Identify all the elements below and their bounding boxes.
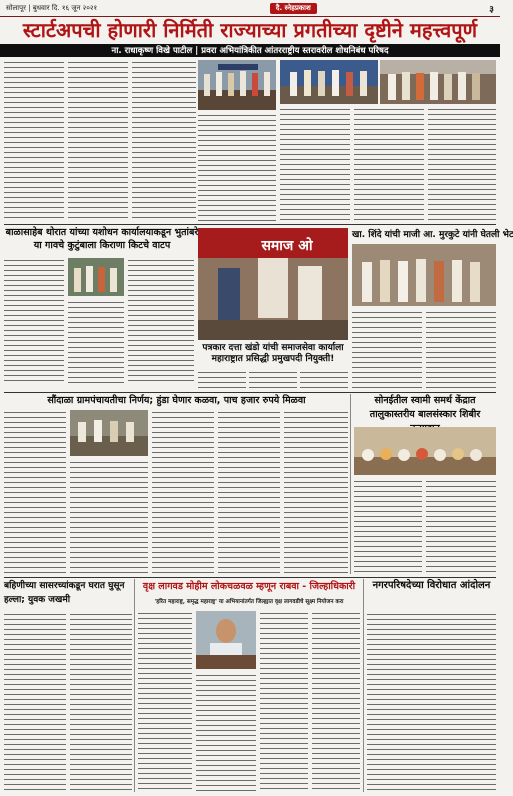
- gram-col-2: [70, 460, 148, 574]
- conference-group-image: [280, 60, 378, 104]
- tree-photo: [196, 611, 256, 669]
- centre-col-1: [198, 370, 246, 390]
- children-camp-image: [354, 427, 496, 475]
- sonai-photo: [354, 427, 496, 475]
- sonai-headline: सोनईतील स्वामी समर्थ केंद्रात तालुकास्तरीय बालसंस्कार शिबीर: [369, 395, 481, 420]
- sonai-col-2: [426, 479, 496, 574]
- kit-distribution-image: [68, 258, 124, 296]
- masthead-logo: दै. स्नेहप्रकाश: [270, 3, 317, 14]
- gram-col-4: [218, 410, 280, 574]
- gram-col-5: [284, 410, 348, 574]
- lead-photo-3: [380, 60, 496, 104]
- nagar-headline: नगरपरिषदेच्या विरोधात आंदोलन: [372, 580, 491, 591]
- sonai-col-1: [354, 479, 422, 574]
- date-line: सोलापूर | बुधवार दि. १६ जून २०२१: [6, 3, 98, 12]
- lead-subheadline: ना. राधाकृष्ण विखे पाटील | प्रवरा अभियांत्रिकीत आंतरराष्ट्रीय स्तरावरील शोधनिबंध परिषद: [0, 44, 500, 57]
- lead-col-4: [198, 113, 276, 222]
- award-group-image: [380, 60, 496, 104]
- tree-subhead: 'हरित महाराष्ट्र, समृद्ध महाराष्ट्र' या अभियानांतर्गत जिल्ह्यात वृक्ष लागवडीचे सूक्ष्म नियोजन करा: [154, 599, 344, 605]
- balasaheb-col-3: [128, 258, 194, 384]
- lead-col-1: [4, 60, 64, 222]
- column-divider: [134, 579, 135, 792]
- divider: [4, 224, 496, 225]
- stage-ceremony-image: [198, 60, 276, 110]
- divider: [4, 392, 496, 393]
- shinde-photo: [352, 244, 496, 306]
- lead-headline: स्टार्टअपची होणारी निर्मिती राज्याच्या प्रगतीच्या दृष्टीने महत्त्वपूर्ण: [22, 18, 478, 42]
- shinde-col-2: [426, 310, 496, 390]
- lead-col-6: [354, 107, 424, 222]
- tree-headline: वृक्ष लागवड मोहीम लोकचळवळ म्हणून राबवा - जिल्हाधिकारी: [142, 581, 356, 592]
- page-header: [0, 0, 500, 17]
- lead-col-7: [428, 107, 496, 222]
- centre-col-3: [300, 370, 348, 390]
- gram-photo: [70, 410, 148, 456]
- page-number: ३: [489, 4, 494, 15]
- meeting-image: [352, 244, 496, 306]
- bahin-col-2: [70, 612, 132, 792]
- balasaheb-col-1: [4, 258, 64, 384]
- gram-col-3: [152, 410, 214, 574]
- collector-portrait-image: [196, 611, 256, 669]
- tree-col-2: [196, 673, 256, 792]
- lead-col-5: [280, 107, 350, 222]
- centre-banner: समाज ओ: [261, 238, 313, 254]
- gram-sabha-image: [70, 410, 148, 456]
- lead-col-3: [132, 60, 196, 222]
- lead-col-2: [68, 60, 128, 222]
- nagar-col-1: [367, 612, 496, 792]
- centre-caption: पत्रकार दत्ता खंडो यांची समाजसेवा कार्याला महाराष्ट्रात प्रसिद्धी प्रमुखपदी नियुक्ती!: [202, 343, 344, 364]
- gram-headline: सौंदाळा ग्रामपंचायतीचा निर्णय; हुंडा घेणार कळवा, पाच हजार रुपये मिळवा: [47, 395, 306, 406]
- shinde-headline: खा. शिंदे यांची माजी आ. मुरकुटे यांनी घेतली भेट: [352, 230, 513, 240]
- centre-col-2: [249, 370, 297, 390]
- shinde-col-1: [352, 310, 422, 390]
- tree-col-3: [260, 611, 308, 792]
- bahin-col-1: [4, 612, 66, 792]
- balasaheb-col-2: [68, 300, 124, 384]
- column-divider: [350, 394, 351, 574]
- column-divider: [363, 579, 364, 792]
- balasaheb-headline: बाळासाहेब थोरात यांच्या यशोधन कार्यालयाकडून भुतांबरे या गावचे कुटुंबाला किराणा किटचे वाटप: [5, 227, 199, 251]
- tree-col-1: [138, 611, 192, 792]
- lead-photo-2: [280, 60, 378, 104]
- divider: [4, 577, 496, 578]
- gram-col-1: [4, 410, 66, 574]
- bahin-headline: बहिणीच्या सासरच्यांकडून घरात घुसून हल्ला; युवक जखमी: [4, 581, 125, 605]
- lead-photo-1: [198, 60, 276, 110]
- tree-col-4: [312, 611, 360, 792]
- balasaheb-photo: [68, 258, 124, 296]
